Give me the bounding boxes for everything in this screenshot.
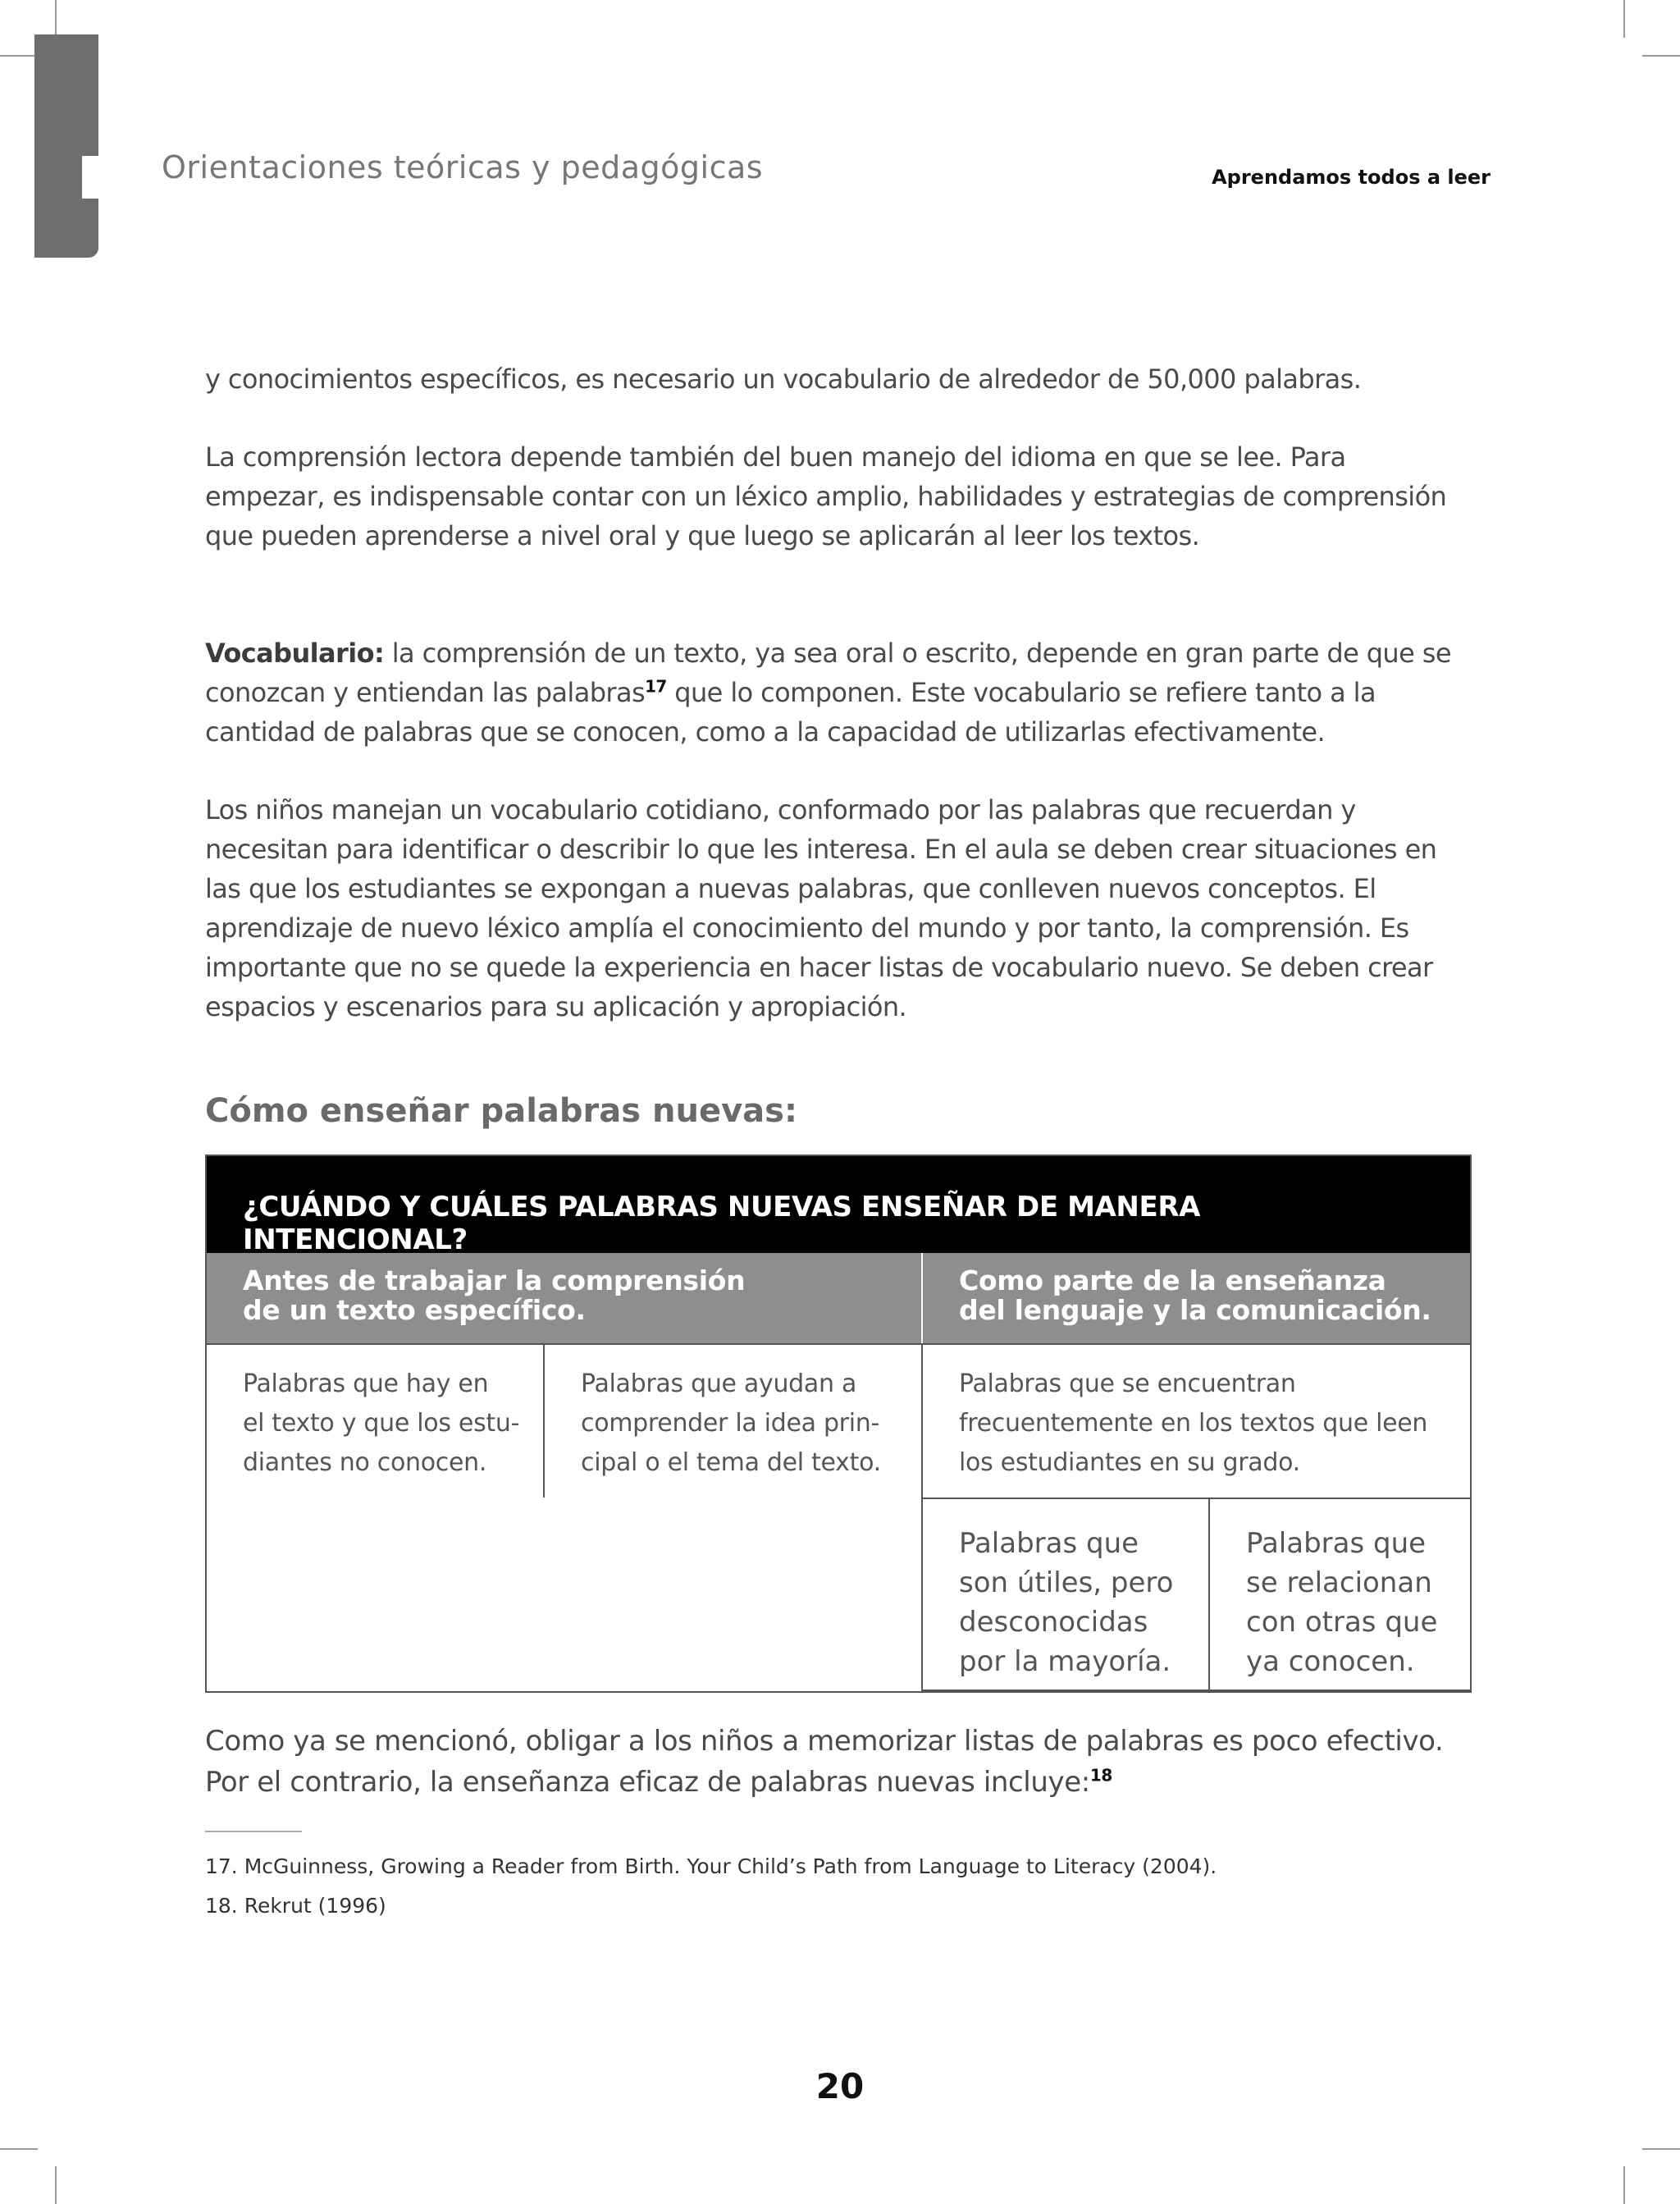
table-cell-empty — [207, 1498, 923, 1691]
table-heading: ¿CUÁNDO Y CUÁLES PALABRAS NUEVAS ENSEÑAR DE MANERA INTENCIONAL? — [207, 1156, 1470, 1253]
crop-mark — [55, 0, 57, 38]
footnote-17: 17. McGuinness, Growing a Reader from Birth. Your Child’s Path from Language to Literacy (2004). — [205, 1854, 1217, 1878]
crop-mark — [1623, 0, 1625, 38]
closing-paragraph: Como ya se mencionó, obligar a los niños a memorizar listas de palabras es poco efectivo. Por el contrario, la enseñanza eficaz de palabras nuevas incluye:$^{18}$ — [205, 1725, 1444, 1799]
table-row — [207, 1343, 1470, 1498]
crop-mark — [1642, 55, 1680, 57]
running-header-book-title: Aprendamos todos a leer — [1212, 166, 1491, 189]
paragraph: y conocimientos específicos, es necesario un vocabulario de alrededor de 50,000 palabras. — [205, 364, 1362, 395]
crop-mark — [1642, 2148, 1680, 2150]
crop-mark — [55, 2166, 57, 2204]
crop-mark — [1623, 2166, 1625, 2204]
paragraph-vocabulario: Vocabulario: la comprensión de un texto, ya sea oral o escrito, depende en gran parte de que se conozcan y entiendan las palabras$^{17}$ que lo componen. Este vocabulario se refiere tanto a la cantidad de palabras que se conocen, como a la capacidad de utilizarlas efectivamente. — [205, 638, 1451, 748]
table-cell: Palabras que ayudan a comprender la idea prin- cipal o el tema del texto. — [545, 1345, 923, 1498]
table-cell: Palabras que se encuentran frecuentemente en los textos que leen los estudiantes en su grado. — [959, 1369, 1428, 1477]
chapter-tab — [34, 34, 98, 258]
table-subheader-left: Antes de trabajar la comprensión de un texto específico. — [207, 1253, 923, 1343]
paragraph: La comprensión lectora depende también del buen manejo del idioma en que se lee. Para empezar, es indispensable contar con un léxico amplio, habilidades y estrategias de comprensión que pueden aprenderse a nivel oral y que luego se aplicarán al leer los textos. — [205, 441, 1447, 551]
table-cell: Palabras que se relacionan con otras que ya conocen. — [1246, 1527, 1438, 1678]
table-cell: Palabras que hay en el texto y que los estu- diantes no conocen. — [207, 1345, 545, 1498]
running-header-section: Orientaciones teóricas y pedagógicas — [162, 149, 764, 185]
table-cell: Palabras que son útiles, pero desconocidas por la mayoría. — [923, 1499, 1210, 1690]
section-title: Cómo enseñar palabras nuevas: — [205, 1092, 797, 1130]
footnote-18: 18. Rekrut (1996) — [205, 1894, 386, 1918]
page-content — [205, 359, 1468, 1921]
table-subheader-row — [207, 1253, 1470, 1343]
page-number: 20 — [815, 2066, 865, 2106]
footnote-ref: 17 — [645, 676, 667, 697]
crop-mark — [0, 2148, 38, 2150]
footnote-ref: 18 — [1089, 1765, 1112, 1786]
paragraph: Los niños manejan un vocabulario cotidiano, conformado por las palabras que recuerdan y necesitan para identificar o describir lo que les interesa. En el aula se deben crear situaciones en las que los estudiantes se expongan a nuevas palabras, que conlleven nuevos conceptos. El aprendizaje de nuevo léxico amplía el conocimiento del mundo y por tanto, la comprensión. Es importante que no se quede la experiencia en hacer listas de vocabulario nuevo. Se deben crear espacios y escenarios para su aplicación y apropiación. — [205, 794, 1437, 1022]
vocabulary-table — [205, 1155, 1472, 1693]
term-vocabulario: Vocabulario: — [205, 638, 385, 669]
table-row — [207, 1498, 1470, 1691]
crop-mark — [0, 55, 38, 57]
table-subheader-right: Como parte de la enseñanza del lenguaje y la comunicación. — [959, 1264, 1431, 1326]
